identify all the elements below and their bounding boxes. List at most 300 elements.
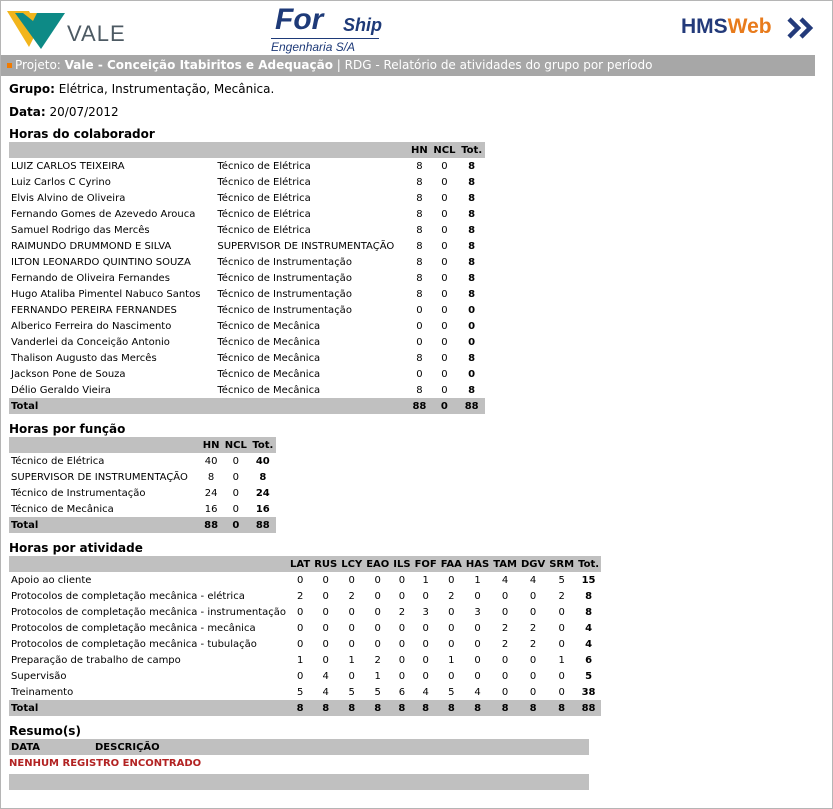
activity-name: Protocolos de completação mecânica - mecânica [11, 622, 256, 634]
collaborator-name: LUIZ CARLOS TEIXEIRA [11, 160, 125, 172]
hours-cell: 4 [529, 574, 537, 586]
activity-name: Protocolos de completação mecânica - elétrica [11, 590, 245, 602]
hours-cell: 0 [416, 368, 423, 380]
table-row [9, 572, 601, 588]
hours-cell: 3 [474, 606, 481, 618]
hours-cell: 0 [441, 240, 448, 252]
grupo-value: Elétrica, Instrumentação, Mecânica. [58, 82, 275, 96]
total-cell: 88 [458, 398, 485, 414]
table-row [9, 350, 485, 366]
hours-cell: 4 [322, 686, 329, 698]
table-row [9, 652, 601, 668]
hours-cell: 1 [422, 574, 429, 586]
hours-cell: 0 [374, 606, 381, 618]
collaborator-role: Técnico de Instrumentação [217, 272, 352, 284]
collaborator-role: Técnico de Instrumentação [217, 256, 352, 268]
hours-cell: 16 [255, 503, 270, 515]
hours-cell: 4 [474, 686, 481, 698]
hours-cell: 2 [296, 590, 304, 602]
collaborator-name: Samuel Rodrigo das Mercês [11, 224, 150, 236]
hours-cell: 8 [416, 176, 423, 188]
total-cell: 8 [519, 700, 547, 716]
funcao-table [9, 437, 276, 533]
table-row [9, 334, 485, 350]
collaborator-name: Thalison Augusto das Mercês [11, 352, 157, 364]
table-row [9, 453, 276, 469]
hours-cell: 0 [468, 320, 476, 332]
hours-cell: 0 [441, 288, 448, 300]
total-cell: 8 [391, 700, 412, 716]
colaborador-title: Horas do colaborador [9, 127, 155, 141]
table-row [9, 684, 601, 700]
hours-cell: 1 [474, 574, 481, 586]
hours-cell: 0 [232, 455, 240, 467]
hours-cell: 0 [374, 622, 381, 634]
forship-ship: Ship [343, 15, 382, 35]
grupo-label: Grupo: [9, 82, 55, 96]
table-row [9, 668, 601, 684]
hours-cell: 0 [348, 638, 355, 650]
hms-text: HMS [681, 15, 728, 38]
table-row [9, 158, 485, 174]
hours-cell: 2 [348, 590, 355, 602]
collaborator-role: Técnico de Elétrica [217, 176, 311, 188]
hours-cell: 40 [204, 455, 218, 467]
hours-cell: 0 [474, 638, 481, 650]
table-row [9, 270, 485, 286]
project-bar [1, 55, 815, 76]
collaborator-name: Hugo Ataliba Pimentel Nabuco Santos [11, 288, 201, 300]
table-header-row [9, 142, 485, 158]
hours-cell: 0 [398, 622, 406, 634]
hours-cell: 0 [441, 320, 448, 332]
hours-cell: 8 [468, 240, 476, 252]
activity-name: Supervisão [11, 670, 67, 682]
hours-cell: 0 [398, 670, 406, 682]
hours-cell: 8 [468, 208, 476, 220]
hours-cell: 8 [207, 471, 215, 483]
bullet-icon [7, 63, 12, 68]
hours-cell: 0 [398, 590, 406, 602]
hours-cell: 0 [529, 670, 537, 682]
total-label: Total [9, 398, 408, 414]
hours-cell: 8 [416, 288, 423, 300]
hours-cell: 0 [416, 336, 423, 348]
collaborator-name: Elvis Alvino de Oliveira [11, 192, 126, 204]
hours-cell: 0 [322, 590, 329, 602]
header-cell: NCL [222, 437, 250, 453]
hours-cell: 0 [448, 574, 455, 586]
header-cell: FOF [413, 556, 439, 572]
hours-cell: 0 [501, 590, 509, 602]
hours-cell: 0 [441, 192, 448, 204]
hours-cell: 0 [422, 622, 429, 634]
funcao-title: Horas por função [9, 422, 126, 436]
hours-cell: 16 [204, 503, 218, 515]
table-row [9, 604, 601, 620]
forship-subtitle: Engenharia S/A [271, 38, 379, 54]
role-name: Técnico de Mecânica [11, 503, 114, 515]
hours-cell: 5 [374, 686, 381, 698]
hours-cell: 24 [204, 487, 218, 499]
hours-cell: 0 [441, 256, 448, 268]
resumo-title: Resumo(s) [9, 724, 81, 738]
hours-cell: 0 [422, 590, 429, 602]
resumo-col-desc: DESCRIÇÃO [93, 739, 589, 755]
resumo-col-data: DATA [9, 739, 93, 755]
hours-cell: 5 [296, 686, 304, 698]
hours-cell: 0 [232, 471, 240, 483]
total-cell: 8 [288, 700, 312, 716]
hours-cell: 8 [468, 160, 476, 172]
hours-cell: 2 [501, 622, 509, 634]
table-row [9, 238, 485, 254]
hours-cell: 0 [448, 638, 455, 650]
header-cell: LCY [339, 556, 364, 572]
header-cell: Tot. [576, 556, 601, 572]
role-name: SUPERVISOR DE INSTRUMENTAÇÃO [11, 471, 188, 483]
total-cell: 88 [408, 398, 430, 414]
table-row [9, 588, 601, 604]
hours-cell: 0 [348, 622, 355, 634]
header-cell: SRM [547, 556, 576, 572]
hours-cell: 0 [348, 606, 355, 618]
hours-cell: 5 [585, 670, 593, 682]
hours-cell: 8 [468, 352, 476, 364]
hours-cell: 0 [529, 606, 537, 618]
collaborator-name: Jackson Pone de Souza [11, 368, 126, 380]
collaborator-name: RAIMUNDO DRUMMOND E SILVA [11, 240, 172, 252]
total-row [9, 700, 601, 716]
header-cell: NCL [431, 142, 459, 158]
activity-name: Apoio ao cliente [11, 574, 92, 586]
empty-message: NENHUM REGISTRO ENCONTRADO [9, 758, 202, 769]
hours-cell: 1 [558, 654, 565, 666]
collaborator-name: Luiz Carlos C Cyrino [11, 176, 111, 188]
activity-name: Preparação de trabalho de campo [11, 654, 181, 666]
header-cell: Tot. [250, 437, 276, 453]
header-cell: TAM [491, 556, 519, 572]
hours-cell: 5 [348, 686, 355, 698]
hours-cell: 0 [322, 638, 329, 650]
hours-cell: 2 [529, 638, 537, 650]
hours-cell: 0 [296, 638, 304, 650]
hours-cell: 0 [441, 160, 448, 172]
total-row [9, 398, 485, 414]
hours-cell: 8 [468, 272, 476, 284]
header-cell: RUS [312, 556, 339, 572]
hours-cell: 0 [422, 654, 429, 666]
hours-cell: 1 [348, 654, 355, 666]
report-name: RDG - Relatório de atividades do grupo por período [344, 58, 653, 72]
hours-cell: 0 [398, 638, 406, 650]
hours-cell: 0 [441, 336, 448, 348]
hours-cell: 0 [322, 606, 329, 618]
hours-cell: 40 [255, 455, 270, 467]
hours-cell: 8 [585, 590, 593, 602]
table-row [9, 302, 485, 318]
hours-cell: 0 [501, 670, 509, 682]
collaborator-role: Técnico de Mecânica [217, 352, 321, 364]
hours-cell: 6 [585, 654, 593, 666]
header-cell: FAA [439, 556, 464, 572]
project-prefix: Projeto: [15, 58, 61, 72]
hours-cell: 0 [441, 208, 448, 220]
hours-cell: 1 [296, 654, 304, 666]
header [1, 1, 832, 55]
hours-cell: 8 [416, 160, 423, 172]
hours-cell: 8 [416, 224, 423, 236]
hours-cell: 0 [441, 384, 448, 396]
total-cell: 88 [250, 517, 276, 533]
hours-cell: 8 [416, 256, 423, 268]
scrollbar[interactable] [815, 55, 832, 808]
header-cell: Tot. [458, 142, 485, 158]
hours-cell: 0 [398, 574, 406, 586]
hours-cell: 5 [558, 574, 565, 586]
hours-cell: 0 [474, 622, 481, 634]
collaborator-name: Fernando de Oliveira Fernandes [11, 272, 170, 284]
vale-wordmark: VALE [67, 21, 126, 46]
colaborador-table [9, 142, 485, 414]
hours-cell: 0 [468, 304, 476, 316]
table-row [9, 366, 485, 382]
table-row [9, 636, 601, 652]
hours-cell: 0 [422, 638, 429, 650]
hours-cell: 4 [501, 574, 509, 586]
table-row [9, 501, 276, 517]
hours-cell: 0 [474, 654, 481, 666]
table-row [9, 620, 601, 636]
header-cell: HAS [464, 556, 491, 572]
total-cell: 88 [200, 517, 222, 533]
total-cell: 8 [339, 700, 364, 716]
hours-cell: 0 [468, 368, 476, 380]
hours-cell: 0 [416, 304, 423, 316]
chevrons-icon [787, 16, 815, 40]
hours-cell: 0 [468, 336, 476, 348]
collaborator-name: FERNANDO PEREIRA FERNANDES [11, 304, 177, 316]
hours-cell: 15 [581, 574, 596, 586]
hours-cell: 0 [441, 352, 448, 364]
hours-cell: 0 [374, 638, 381, 650]
header-cell: HN [200, 437, 222, 453]
activity-name: Treinamento [11, 686, 74, 698]
table-row [9, 222, 485, 238]
collaborator-role: Técnico de Elétrica [217, 224, 311, 236]
hours-cell: 0 [501, 654, 509, 666]
header-cell: LAT [288, 556, 312, 572]
hours-cell: 38 [581, 686, 596, 698]
header-blank [9, 142, 408, 158]
hours-cell: 0 [558, 670, 565, 682]
collaborator-role: Técnico de Mecânica [217, 336, 321, 348]
collaborator-name: ILTON LEONARDO QUINTINO SOUZA [11, 256, 191, 268]
role-name: Técnico de Elétrica [11, 455, 105, 467]
header-cell: HN [408, 142, 430, 158]
hours-cell: 8 [585, 606, 593, 618]
hours-cell: 8 [416, 192, 423, 204]
hours-cell: 0 [474, 590, 481, 602]
hours-cell: 8 [416, 240, 423, 252]
table-row [9, 206, 485, 222]
header-blank [9, 437, 200, 453]
collaborator-name: Vanderlei da Conceição Antonio [11, 336, 170, 348]
collaborator-role: Técnico de Instrumentação [217, 304, 352, 316]
hours-cell: 8 [468, 176, 476, 188]
table-row [9, 318, 485, 334]
hours-cell: 0 [529, 654, 537, 666]
hours-cell: 0 [422, 670, 429, 682]
total-cell: 8 [439, 700, 464, 716]
hours-cell: 0 [322, 622, 329, 634]
table-row [9, 174, 485, 190]
activity-name: Protocolos de completação mecânica - tubulação [11, 638, 257, 650]
hours-cell: 24 [255, 487, 270, 499]
hours-cell: 0 [448, 670, 455, 682]
grupo-line [9, 82, 274, 96]
hours-cell: 0 [529, 590, 537, 602]
hours-cell: 8 [416, 208, 423, 220]
table-row [9, 382, 485, 398]
collaborator-role: Técnico de Elétrica [217, 160, 311, 172]
hours-cell: 0 [296, 574, 304, 586]
data-line [9, 105, 119, 119]
total-row [9, 517, 276, 533]
hours-cell: 0 [441, 304, 448, 316]
collaborator-name: Fernando Gomes de Azevedo Arouca [11, 208, 196, 220]
hours-cell: 0 [441, 272, 448, 284]
hours-cell: 0 [322, 574, 329, 586]
total-cell: 88 [576, 700, 601, 716]
header-cell: ILS [391, 556, 412, 572]
table-row [9, 254, 485, 270]
hours-cell: 0 [348, 670, 355, 682]
hours-cell: 2 [558, 590, 565, 602]
hours-cell: 1 [374, 670, 381, 682]
total-cell: 8 [364, 700, 391, 716]
collaborator-role: SUPERVISOR DE INSTRUMENTAÇÃO [217, 240, 395, 252]
forship-logo [269, 3, 399, 53]
hours-cell: 4 [585, 622, 593, 634]
table-header-row [9, 437, 276, 453]
activity-name: Protocolos de completação mecânica - instrumentação [11, 606, 287, 618]
header-cell: DGV [519, 556, 547, 572]
role-name: Técnico de Instrumentação [11, 487, 146, 499]
hours-cell: 0 [558, 622, 565, 634]
hours-cell: 0 [529, 686, 537, 698]
hours-cell: 5 [448, 686, 455, 698]
total-cell: 8 [312, 700, 339, 716]
hours-cell: 4 [322, 670, 329, 682]
hours-cell: 8 [416, 352, 423, 364]
forship-for: For [275, 3, 324, 36]
hours-cell: 2 [374, 654, 381, 666]
hours-cell: 0 [448, 622, 455, 634]
total-cell: 8 [491, 700, 519, 716]
total-cell: 0 [431, 398, 459, 414]
hours-cell: 0 [501, 686, 509, 698]
hours-cell: 2 [501, 638, 509, 650]
table-row [9, 190, 485, 206]
data-label: Data: [9, 105, 46, 119]
hmsweb-logo [681, 15, 772, 39]
hours-cell: 0 [232, 503, 240, 515]
resumo-table [9, 739, 589, 755]
hours-cell: 0 [374, 590, 381, 602]
collaborator-role: Técnico de Elétrica [217, 192, 311, 204]
hours-cell: 1 [448, 654, 455, 666]
collaborator-name: Alberico Ferreira do Nascimento [11, 320, 172, 332]
total-label: Total [9, 700, 288, 716]
atividade-table [9, 556, 601, 716]
hours-cell: 6 [398, 686, 406, 698]
collaborator-role: Técnico de Mecânica [217, 320, 321, 332]
hours-cell: 8 [468, 384, 476, 396]
hours-cell: 0 [398, 654, 406, 666]
header-cell: EAO [364, 556, 391, 572]
collaborator-role: Técnico de Instrumentação [217, 288, 352, 300]
hours-cell: 0 [501, 606, 509, 618]
data-value: 20/07/2012 [49, 105, 119, 119]
hours-cell: 8 [468, 224, 476, 236]
total-cell: 8 [413, 700, 439, 716]
total-label: Total [9, 517, 200, 533]
total-cell: 8 [547, 700, 576, 716]
hours-cell: 8 [468, 192, 476, 204]
hours-cell: 8 [416, 272, 423, 284]
hours-cell: 0 [558, 638, 565, 650]
hours-cell: 4 [585, 638, 593, 650]
hours-cell: 0 [441, 224, 448, 236]
project-name[interactable]: Vale - Conceição Itabiritos e Adequação [64, 58, 333, 72]
hours-cell: 0 [416, 320, 423, 332]
hours-cell: 0 [374, 574, 381, 586]
nav-separator: | [336, 58, 341, 72]
hours-cell: 8 [416, 384, 423, 396]
hours-cell: 0 [441, 368, 448, 380]
hours-cell: 2 [398, 606, 406, 618]
hours-cell: 0 [558, 606, 565, 618]
table-row [9, 286, 485, 302]
collaborator-role: Técnico de Elétrica [217, 208, 311, 220]
hours-cell: 8 [259, 471, 267, 483]
hours-cell: 0 [348, 574, 355, 586]
hours-cell: 0 [441, 176, 448, 188]
header-blank [9, 556, 288, 572]
table-row [9, 485, 276, 501]
hours-cell: 0 [558, 686, 565, 698]
collaborator-role: Técnico de Mecânica [217, 384, 321, 396]
total-cell: 8 [464, 700, 491, 716]
hours-cell: 0 [448, 606, 455, 618]
collaborator-role: Técnico de Mecânica [217, 368, 321, 380]
hours-cell: 0 [322, 654, 329, 666]
atividade-title: Horas por atividade [9, 541, 143, 555]
table-row [9, 469, 276, 485]
hours-cell: 8 [468, 256, 476, 268]
hours-cell: 0 [232, 487, 240, 499]
hours-cell: 2 [529, 622, 537, 634]
hours-cell: 0 [296, 622, 304, 634]
table-header-row [9, 556, 601, 572]
hours-cell: 4 [422, 686, 429, 698]
hours-cell: 8 [468, 288, 476, 300]
web-text: Web [727, 15, 772, 38]
hours-cell: 0 [296, 670, 304, 682]
hours-cell: 2 [448, 590, 455, 602]
total-cell: 0 [222, 517, 250, 533]
